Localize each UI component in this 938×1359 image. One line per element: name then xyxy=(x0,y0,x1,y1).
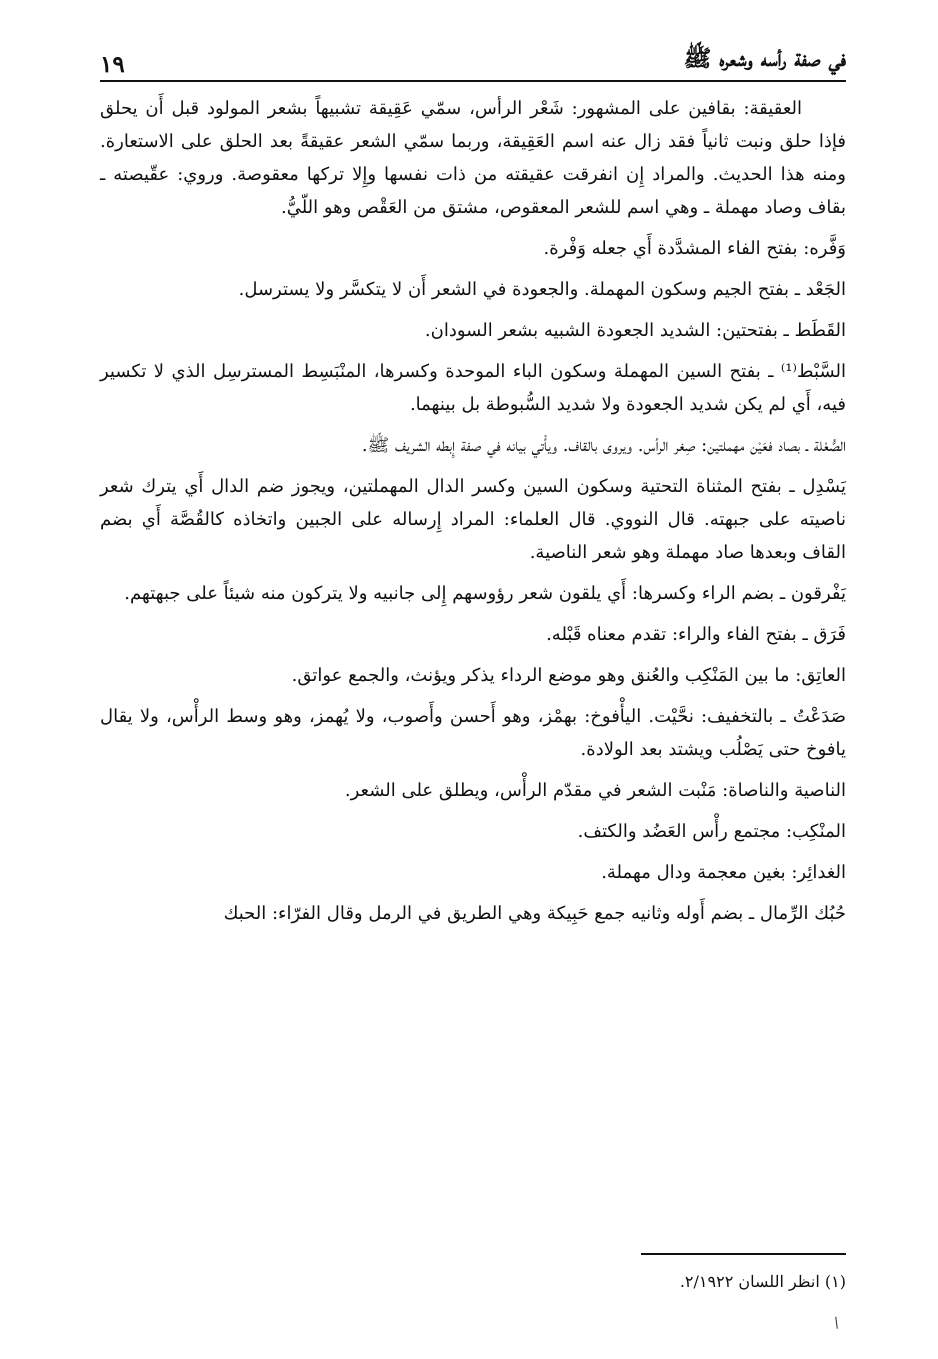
paragraph-waffarahu: وَفَّره: بفتح الفاء المشدَّدة أَي جعله وَفْرة. xyxy=(543,238,846,259)
paragraph-sabt: السَّبْط⁽¹⁾ ـ بفتح السين المهملة وسكون الباء الموحدة وكسرها، المنْبَسِط المسترسِل الذي لا تكسير فيه، أَي لم يكن شديد الجعودة ولا شديد السُّبوطة بل بينهما. xyxy=(100,361,846,415)
stray-pen-mark: / xyxy=(831,1314,843,1332)
paragraph-sadatu: صَدَعْتُ ـ بالتخفيف: نحَّيْت. اليأْفوخ: بهمْز، وهو أَحسن وأَصوب، ولا يُهمز، وهو وسط الرأْس، ولا يقال يافوخ حتى يَصْلُب ويشتد بعد الولادة. xyxy=(100,706,846,760)
paragraph-ghadair: الغدائِر: بغين معجمة ودال مهملة. xyxy=(601,862,846,883)
paragraph-yafruqun: يَفْرقون ـ بضم الراء وكسرها: أَي يلقون شعر رؤوسهم إِلى جانبيه ولا يتركون منه شيئاً على جبهتهم. xyxy=(124,583,846,604)
paragraph-yasdil: يَسْدِل ـ بفتح المثناة التحتية وسكون السين وكسر الدال المهملتين، ويجوز ضم الدال أَي يترك شعر ناصيته على جبهته. قال النووي. قال العلماء: المراد إِرساله على الجبين واتخاذه كالقُصَّة أَي بضم القاف وبعدها صاد مهملة وهو شعر الناصية. xyxy=(100,476,846,563)
main-text xyxy=(100,92,846,938)
paragraph-jad: الجَعْد ـ بفتح الجيم وسكون المهملة. والجعودة في الشعر أَن لا يتكسَّر ولا يسترسل. xyxy=(238,279,846,300)
paragraph-aqiqa: العقيقة: بقافين على المشهور: شَعْر الرأس، سمّي عَقِيقة تشبيهاً بشعر المولود قبل أَن يحلق فإذا حلق ونبت ثانياً فقد زال عنه اسم العَقِيقة، وربما سمّي الشعر عقيقةً بعد الحلق على الاستعارة. ومنه هذا الحديث. والمراد إِن انفرقت عقيقته من ذات نفسها وإِلا تركها معقوصة. وروي: عقّيصته ـ بقاف وصاد مهملة ـ وهي اسم للشعر المعقوص، مشتق من العَقْص وهو اللّيُّ. xyxy=(100,98,846,218)
paragraph-faraq: فَرَق ـ بفتح الفاء والراء: تقدم معناه قَبْله. xyxy=(546,624,846,645)
paragraph-sula: الصُّعْلة ـ بصاد فعَيْن مهملتين: صِغر الرأس. ويروى بالقاف. ويأْتي بيانه في صفة إِبطه الشريف ﷺ. xyxy=(361,435,846,456)
footnote: (١) انظر اللسان ٢/١٩٢٢. xyxy=(679,1272,846,1291)
paragraph-hubuk: حُبُك الرِّمال ـ بضم أَوله وثانيه جمع حَبِيكة وهي الطريق في الرمل وقال الفرّاء: الحبك xyxy=(223,903,846,924)
footnote-rule xyxy=(641,1253,846,1255)
paragraph-nasiya: الناصية والناصاة: مَنْبت الشعر في مقدّم الرأْس، ويطلق على الشعر. xyxy=(344,780,846,801)
page-number: ١٩ xyxy=(100,51,125,78)
paragraph-qatat: القَطَط ـ بفتحتين: الشديد الجعودة الشبيه بشعر السودان. xyxy=(424,320,846,341)
running-title: في صفة رأسه وشعره ﷺ xyxy=(683,45,846,72)
page-header xyxy=(100,28,846,78)
paragraph-atiq: العاتِق: ما بين المَنْكِب والعُنق وهو موضع الرداء يذكر ويؤنث، والجمع عواتق. xyxy=(291,665,846,686)
header-rule xyxy=(100,80,846,82)
paragraph-mankib: المنْكِب: مجتمع رأْس العَضُد والكتف. xyxy=(577,821,846,842)
